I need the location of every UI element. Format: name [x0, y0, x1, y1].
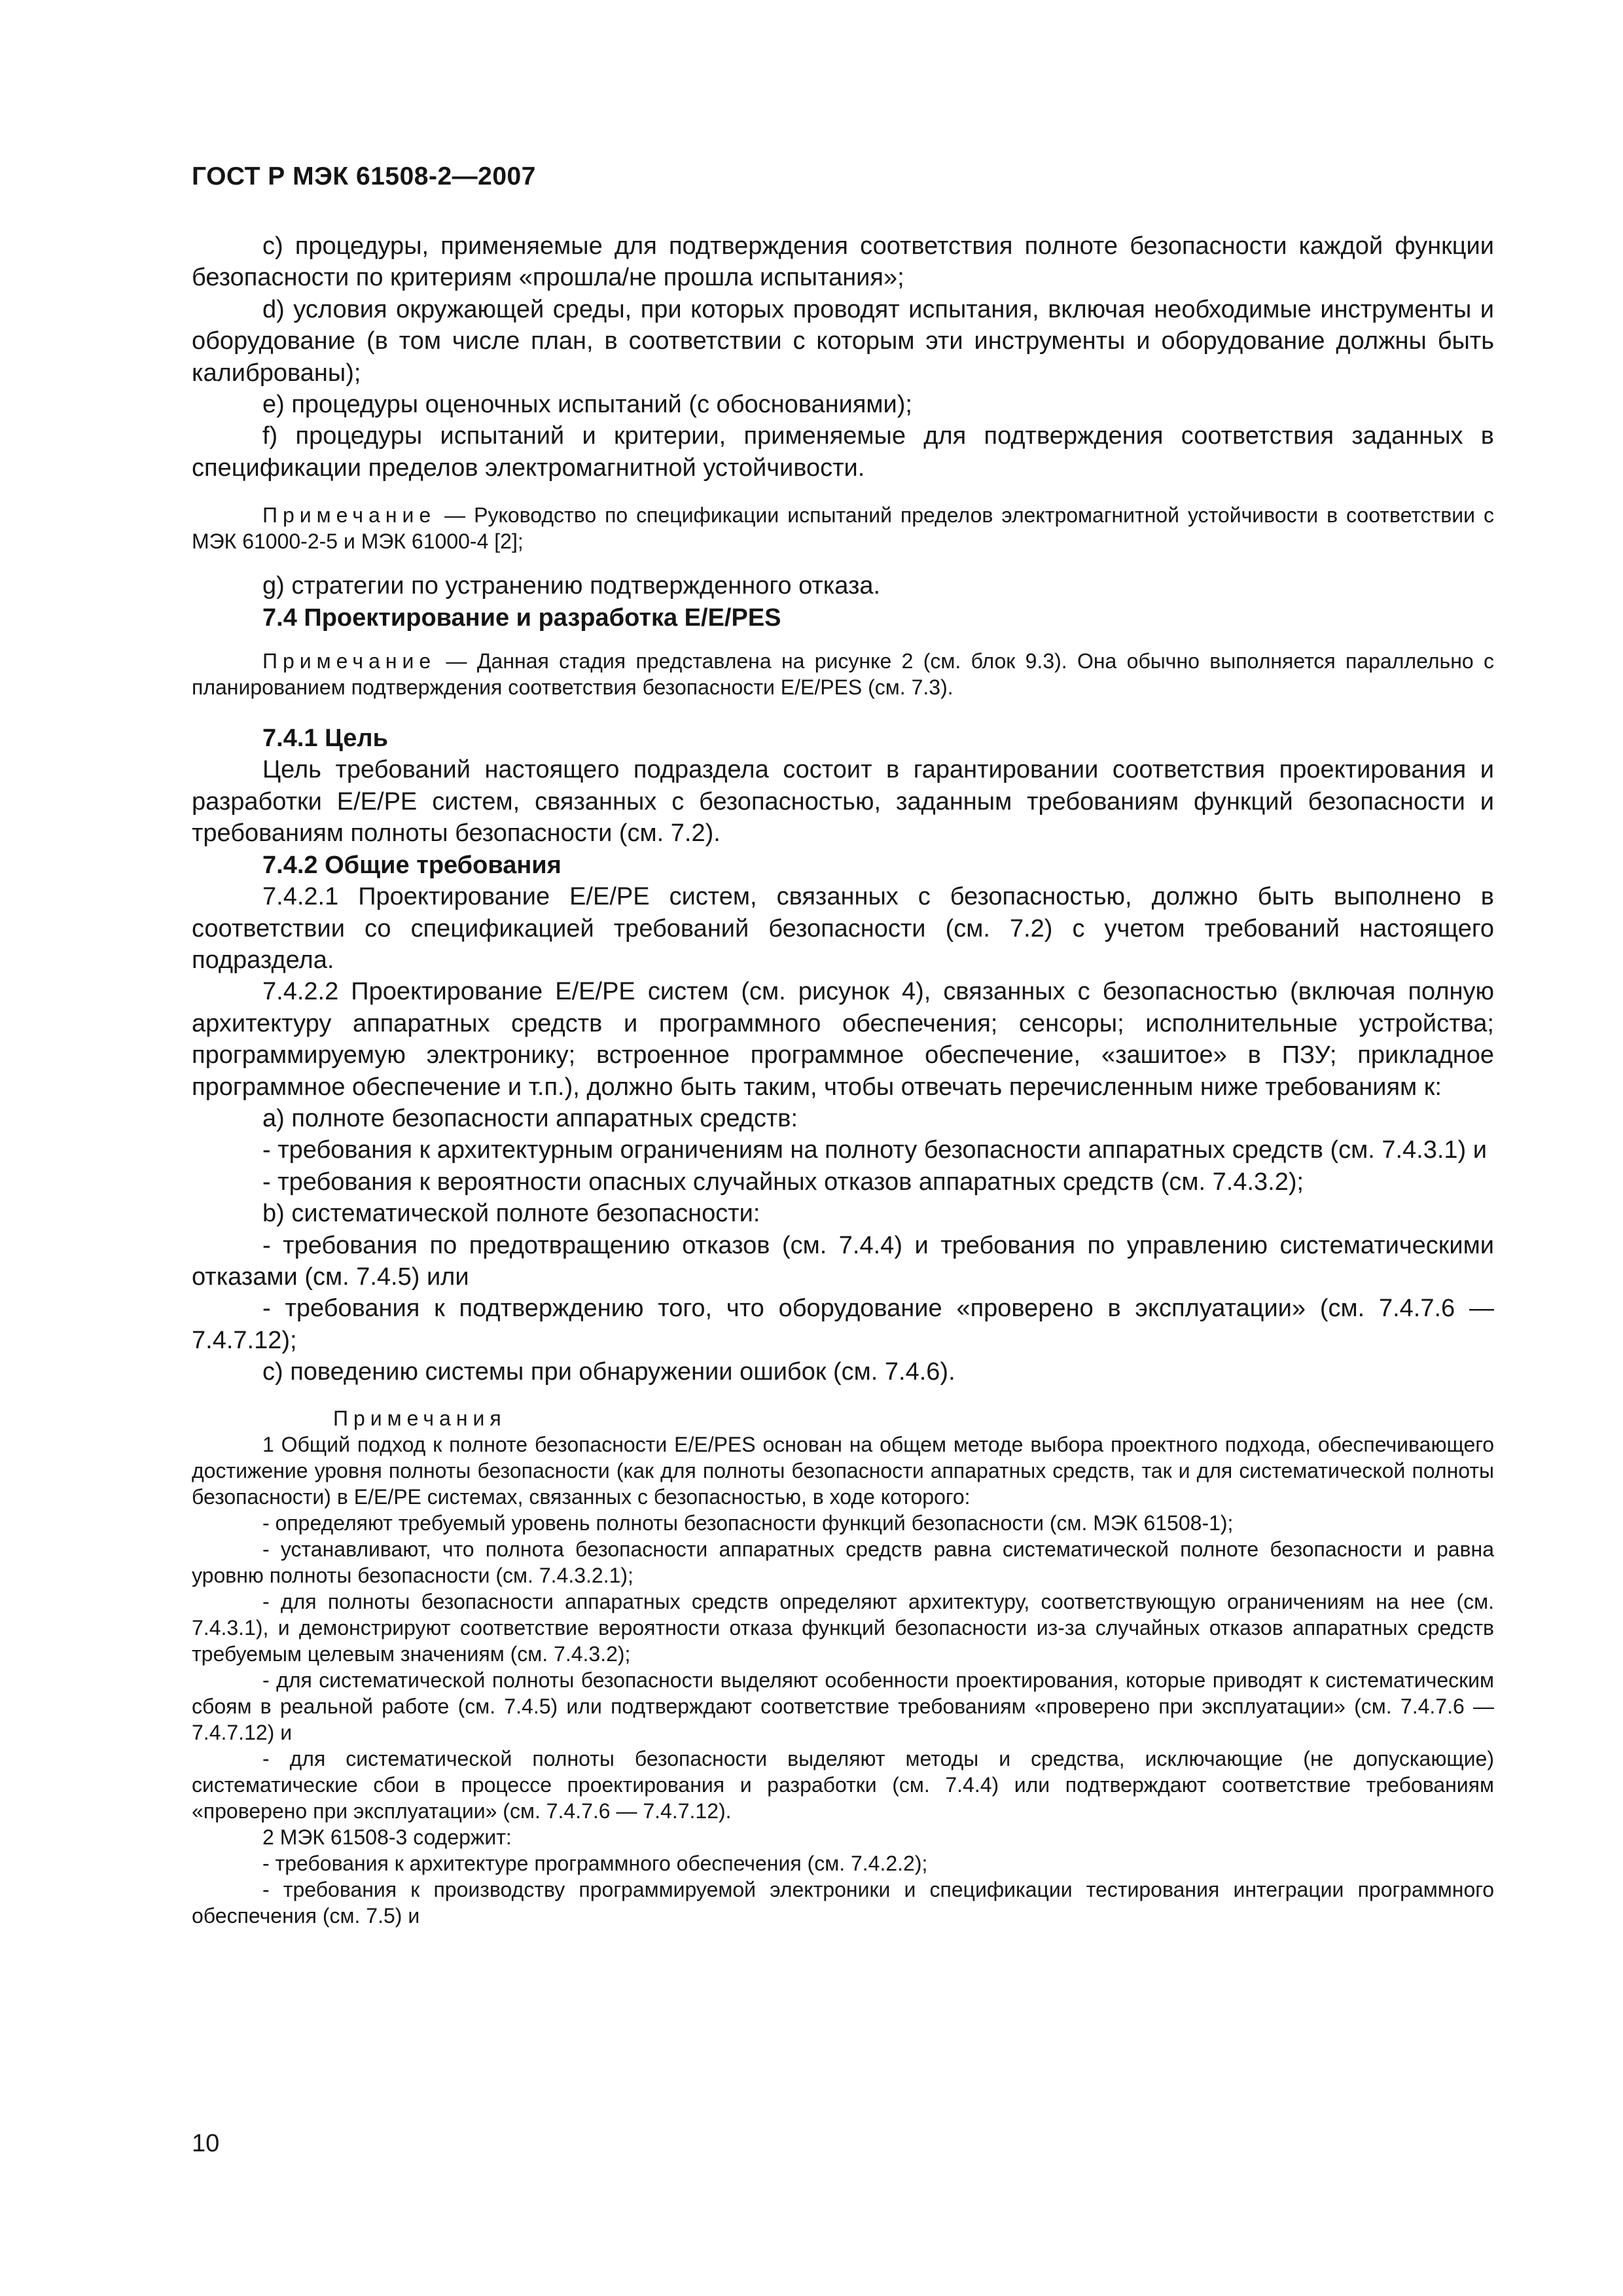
document-body: [192, 230, 1494, 1929]
note-1-item: - для систематической полноты безопасности выделяют методы и средства, исключающие (не допускающие) систематические сбои в процессе проектирования и разработки (см. 7.4.4) или подтверждают соответствие требованиям «проверено при эксплуатации» (см. 7.4.7.6 — 7.4.7.12).: [192, 1746, 1494, 1823]
paragraph-e: е) процедуры оценочных испытаний (с обоснованиями);: [262, 391, 912, 419]
section-heading-7-4-2: 7.4.2 Общие требования: [262, 851, 562, 879]
notes-label: [192, 1405, 1494, 1431]
note-2-item: - требования к производству программируемой электроники и спецификации тестирования интеграции программного обеспечения (см. 7.5) и: [192, 1877, 1494, 1928]
document-header: ГОСТ Р МЭК 61508-2—2007: [192, 162, 536, 190]
note-1-item: - для систематической полноты безопасности выделяют особенности проектирования, которые приводят к систематическим сбоям в реальной работе (см. 7.4.5) или подтверждают соответствие требованиям «проверено при эксплуатации» (см. 7.4.7.6 — 7.4.7.12) и: [192, 1668, 1494, 1744]
page-number: 10: [192, 2130, 220, 2157]
note-1-item: - устанавливают, что полнота безопасности аппаратных средств равна систематической полноте безопасности и равна уровню полноты безопасности (см. 7.4.3.2.1);: [192, 1537, 1494, 1587]
list-subitem-b1: - требования по предотвращению отказов (см. 7.4.4) и требования по управлению систематическими отказами (см. 7.4.5) или: [192, 1231, 1494, 1291]
note-1-item: - для полноты безопасности аппаратных средств определяют архитектуру, соответствующую ограничениям на нее (см. 7.4.3.1), и демонстрируют соответствие вероятности отказа функций безопасности из-за случайных отказов аппаратных средств требуемым целевым значениям (см. 7.4.3.2);: [192, 1589, 1494, 1666]
list-subitem-b2: - требования к подтверждению того, что оборудование «проверено в эксплуатации» (см. 7.4.7.6 — 7.4.7.12);: [192, 1295, 1494, 1354]
section-heading-7-4-1: 7.4.1 Цель: [262, 725, 388, 753]
section-heading-7-4: 7.4 Проектирование и разработка Е/Е/PES: [262, 603, 781, 632]
notes-label-text: Примечания: [333, 1406, 507, 1430]
paragraph-7-4-2-1: 7.4.2.1 Проектирование Е/Е/РЕ систем, связанных с безопасностью, должно быть выполнено в соответствии со спецификацией требований безопасности (см. 7.2) с учетом требований настоящего подраздела.: [192, 883, 1494, 974]
list-subitem-a2: - требования к вероятности опасных случайных отказов аппаратных средств (см. 7.4.3.2);: [262, 1168, 1304, 1196]
paragraph-c: с) процедуры, применяемые для подтверждения соответствия полноте безопасности каждой функции безопасности по критериям «прошла/не прошла испытания»;: [192, 232, 1494, 292]
list-subitem-a1: - требования к архитектурным ограничениям на полноту безопасности аппаратных средств (см. 7.4.3.1) и: [262, 1136, 1487, 1164]
note-1: 1 Общий подход к полноте безопасности Е/Е/PES основан на общем методе выбора проектного подхода, обеспечивающего достижение уровня полноты безопасности (как для полноты безопасности аппаратных средств, так и для систематической полноты безопасности) в Е/Е/РЕ системах, связанных с безопасностью, в ходе которого:: [192, 1432, 1494, 1509]
list-item-c: с) поведению системы при обнаружении ошибок (см. 7.4.6).: [262, 1358, 955, 1386]
note-emc: [192, 502, 1494, 554]
paragraph-7-4-2-2: 7.4.2.2 Проектирование Е/Е/РЕ систем (см. рисунок 4), связанных с безопасностью (включая полную архитектуру аппаратных средств и программного обеспечения; сенсоры; исполнительные устройства; программируемую электронику; встроенное программное обеспечение, «зашитое» в ПЗУ; прикладное программное обеспечение и т.п.), должно быть таким, чтобы отвечать перечисленным ниже требованиям к:: [192, 978, 1494, 1101]
note-label: Примечание: [262, 649, 437, 673]
paragraph-f: f) процедуры испытаний и критерии, применяемые для подтверждения соответствия заданных в спецификации пределов электромагнитной устойчивости.: [192, 422, 1494, 482]
list-item-a: а) полноте безопасности аппаратных средств:: [262, 1104, 798, 1132]
note-2-item: - требования к архитектуре программного обеспечения (см. 7.4.2.2);: [262, 1851, 928, 1875]
paragraph-d: d) условия окружающей среды, при которых проводят испытания, включая необходимые инструменты и оборудование (в том числе план, в соответствии с которым эти инструменты и оборудование должны быть калиброваны);: [192, 295, 1494, 387]
paragraph-g: g) стратегии по устранению подтвержденного отказа.: [262, 572, 881, 600]
note-1-item: - определяют требуемый уровень полноты безопасности функций безопасности (см. МЭК 61508-1);: [262, 1511, 1234, 1535]
note-text: — Данная стадия представлена на рисунке 2 (см. блок 9.3). Она обычно выполняется параллельно с планированием подтверждения соответствия безопасности Е/Е/PES (см. 7.3).: [192, 649, 1494, 700]
note-text: — Руководство по спецификации испытаний пределов электромагнитной устойчивости в соответствии с МЭК 61000-2-5 и МЭК 61000-4 [2];: [192, 503, 1494, 554]
paragraph-goal: Цель требований настоящего подраздела состоит в гарантировании соответствия проектирования и разработки Е/Е/РЕ систем, связанных с безопасностью, заданным требованиям функций безопасности и требованиям полноты безопасности (см. 7.2).: [192, 756, 1494, 848]
note-stage: [192, 648, 1494, 700]
note-label: Примечание: [262, 503, 437, 528]
note-2: 2 МЭК 61508-3 содержит:: [262, 1825, 512, 1849]
list-item-b: b) систематической полноте безопасности:: [262, 1200, 760, 1228]
